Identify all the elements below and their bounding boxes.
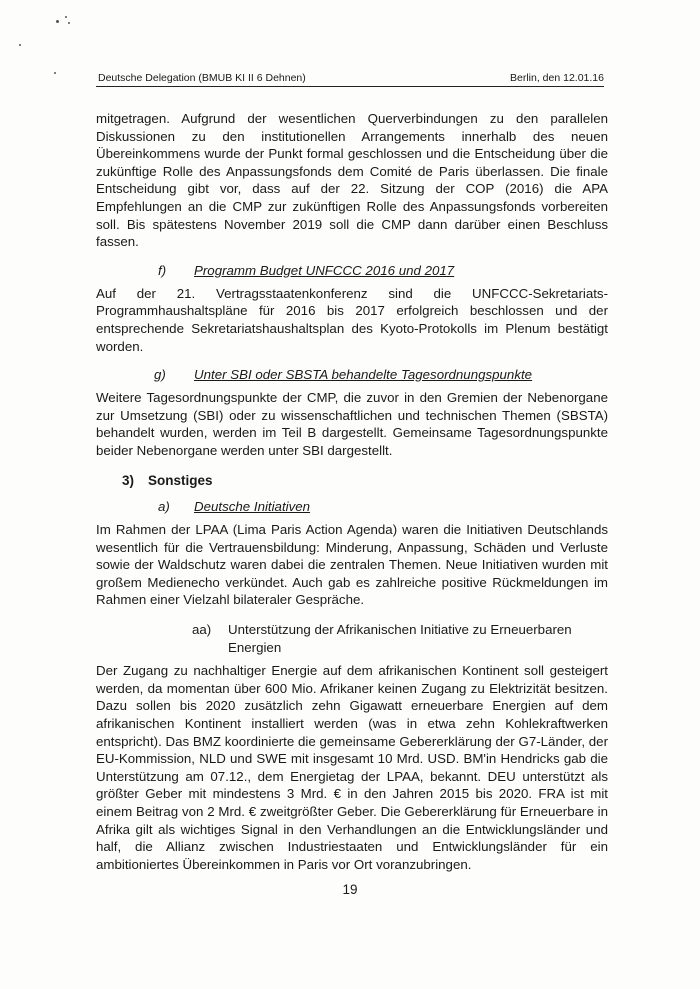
subsection-a-letter: a) bbox=[158, 499, 170, 515]
paragraph-africa-energy: Der Zugang zu nachhaltiger Energie auf dem afrikanischen Kontinent soll gesteigert werden, da momentan über 600 Mio. Afrikaner keinen Zugang zu Elektrizität besitzen. Dazu sollen bis 2020 zusätzlich zehn Gigawatt erneuerbare Energien auf dem afrikanischen Kontinent installiert werden (was in etwa zehn Kohlekraftwerken entspricht). Das BMZ koordinierte die gemeinsame Gebererklärung der G7-Länder, der EU-Kommission, NLD und SWE mit insgesamt 10 Mrd. USD. BM'in Hendricks gab die Unterstützung am 07.12., dem Energietag der LPAA, bekannt. DEU unterstützt als größter Geber mit mindestens 3 Mrd. € in den Jahren 2015 bis 2020. FRA ist mit einem Beitrag von 2 Mrd. € zweitgrößter Geber. Die Gebererklärung für Erneuerbare in Afrika gilt als wichtiges Signal in den Verhandlungen an die Entwicklungsländer und half, die Allianz zwischen Industriestaaten und Entwicklungsländer für ein ambitioniertes Übereinkommen in Paris vor Ort voranzubringen. bbox=[96, 663, 608, 872]
scan-speck bbox=[68, 22, 70, 24]
paragraph-sbi-sbsta: Weitere Tagesordnungspunkte der CMP, die zuvor in den Gremien der Nebenorgane zur Umsetzung (SBI) oder zu wissenschaftlichen und technischen Themen (SBSTA) behandelt wurden, werden im Teil B dargestellt. Gemeinsame Tagesordnungspunkte beider Nebenorgane werden unter SBI dargestellt. bbox=[96, 390, 608, 458]
subsection-aa-heading bbox=[96, 621, 608, 656]
subsection-a-heading bbox=[96, 497, 608, 517]
section-3-number: 3) bbox=[122, 472, 135, 488]
subsection-f-title: Programm Budget UNFCCC 2016 und 2017 bbox=[194, 262, 455, 278]
subsection-aa-number: aa) bbox=[192, 622, 212, 638]
header-date: Berlin, den 12.01.16 bbox=[510, 72, 604, 84]
header-delegation: Deutsche Delegation (BMUB KI II 6 Dehnen) bbox=[98, 72, 306, 84]
paragraph-adaptation-fund: mitgetragen. Aufgrund der wesentlichen Querverbindungen zu den parallelen Diskussionen zu den institutionellen Arrangements innerhalb des neuen Übereinkommens wurde der Punkt formal geschlossen und die Entscheidung über die zukünftige Rolle des Anpassungsfonds dem Comité de Paris überlassen. Die finale Entscheidung gibt vor, dass auf der 22. Sitzung der COP (2016) die APA Empfehlungen an die CMP zur zukünftigen Rolle des Anpassungsfonds vorbereiten soll. Bis spätestens November 2019 soll die CMP dann darüber einen Beschluss fassen. bbox=[96, 111, 608, 250]
subsection-g-title: Unter SBI oder SBSTA behandelte Tagesordnungspunkte bbox=[194, 367, 533, 383]
subsection-aa-title: Unterstützung der Afrikanischen Initiative zu Erneuerbaren Energien bbox=[228, 622, 572, 655]
subsection-f-letter: f) bbox=[158, 262, 167, 278]
subsection-a-title: Deutsche Initiativen bbox=[194, 499, 311, 515]
scan-speck bbox=[56, 20, 59, 23]
scan-speck bbox=[65, 16, 67, 18]
paragraph-lpaa: Im Rahmen der LPAA (Lima Paris Action Agenda) waren die Initiativen Deutschlands wesentlich für die Vertrauensbildung: Minderung, Anpassung, Schäden und Verluste sowie der Waldschutz waren dabei die zentralen Themen. Neue Initiativen wurden mit großem Medienecho verkündet. Auch gab es zahlreiche positive Rückmeldungen im Rahmen einer Vielzahl bilateraler Gespräche. bbox=[96, 522, 608, 608]
document-body bbox=[96, 110, 608, 873]
subsection-f-heading bbox=[96, 261, 608, 281]
scan-speck bbox=[54, 72, 56, 74]
paragraph-budget: Auf der 21. Vertragsstaatenkonferenz sind die UNFCCC-Sekretariats-Programmhaushaltspläne für 2016 bis 2017 erfolgreich beschlossen und der entsprechende Sekretariatshaushaltsplan des Kyoto-Protokolls im Plenum bestätigt worden. bbox=[96, 285, 608, 354]
page-number: 19 bbox=[342, 882, 358, 897]
page-header bbox=[96, 70, 604, 87]
section-3-heading bbox=[96, 472, 608, 490]
subsection-g-letter: g) bbox=[154, 367, 166, 383]
scan-speck bbox=[19, 44, 21, 46]
section-3-title: Sonstiges bbox=[148, 472, 213, 488]
subsection-g-heading bbox=[96, 365, 608, 385]
